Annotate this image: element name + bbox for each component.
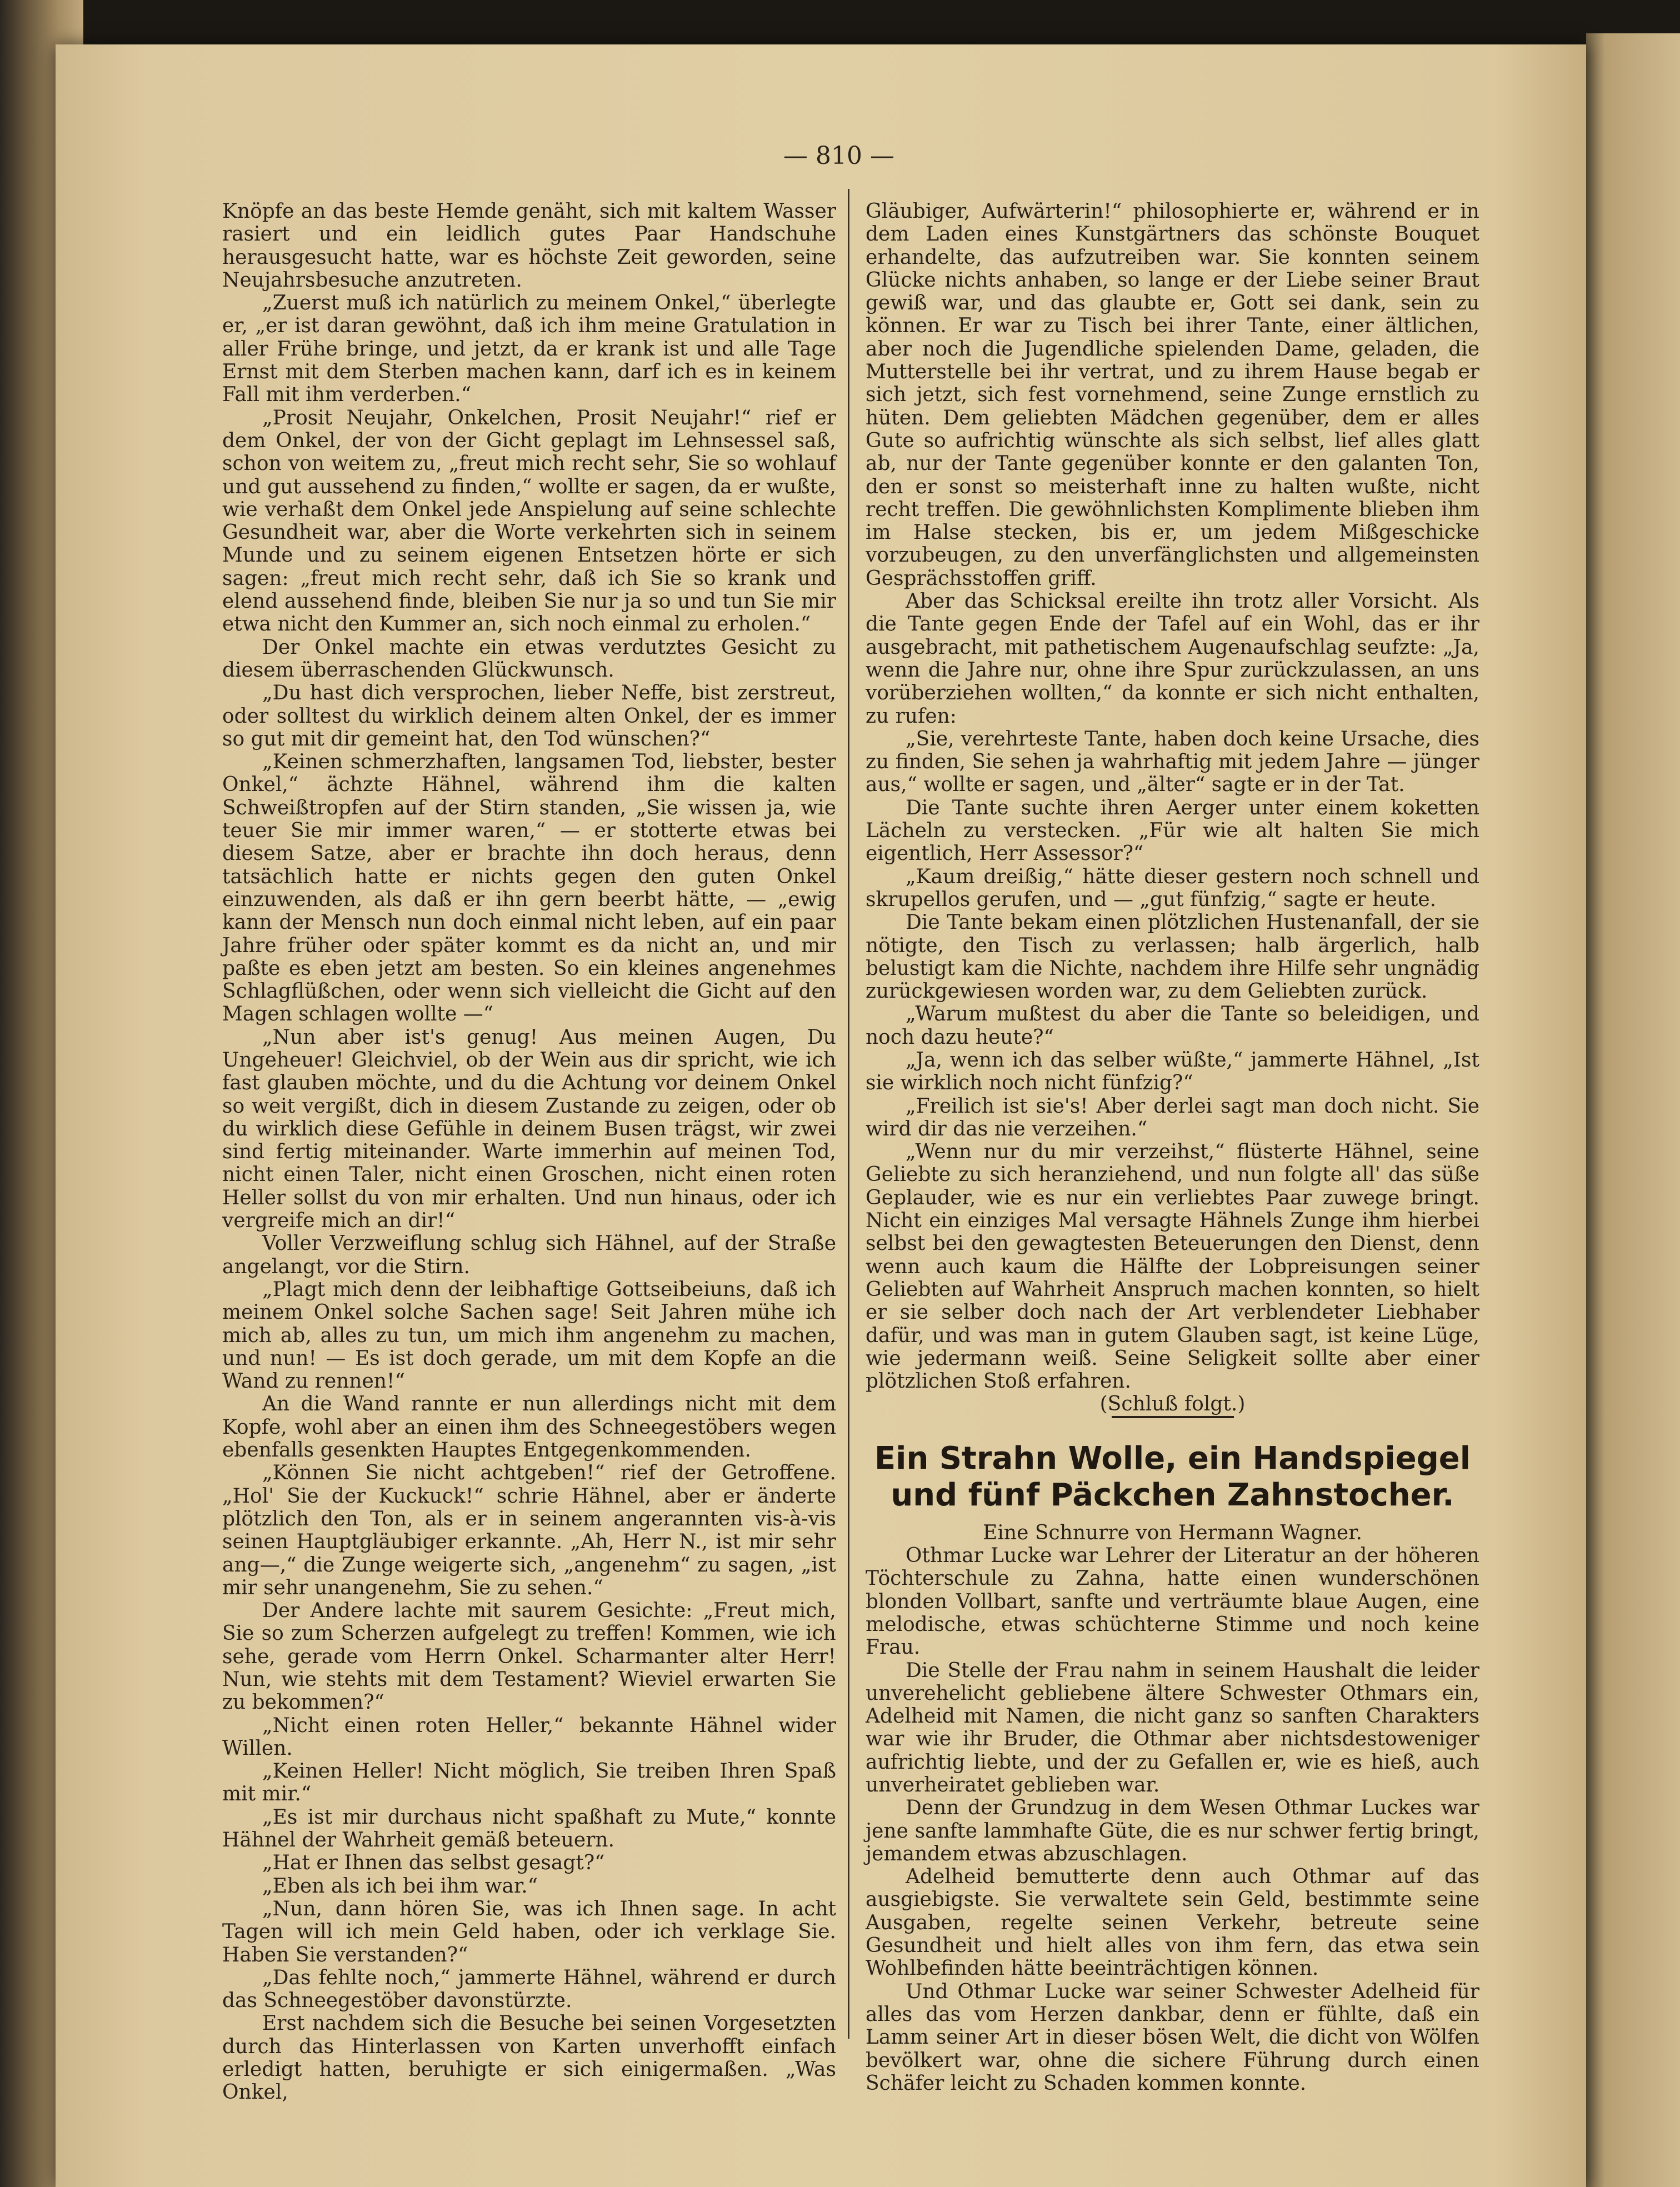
paragraph: Knöpfe an das beste Hemde genäht, sich mit kaltem Wasser rasiert und ein leidlich gutes Paar Handschuhe herausgesucht hatte, war es höchste Zeit geworden, seine Neujahrsbesuche anzutreten. xyxy=(222,200,836,292)
paragraph: Der Onkel machte ein etwas verdutztes Gesicht zu diesem überraschenden Glückwunsch. xyxy=(222,635,836,682)
paragraph: Die Tante bekam einen plötzlichen Hustenanfall, der sie nötigte, den Tisch zu verlassen; halb ärgerlich, halb belustigt kam die Nichte, nachdem ihre Hilfe sehr ungnädig zurückgewiesen worden war, zu dem Geliebten zurück. xyxy=(866,911,1479,1003)
story-separator xyxy=(1112,1416,1234,1418)
paragraph: Othmar Lucke war Lehrer der Literatur an der höheren Töchterschule zu Zahna, hatte einen wunderschönen blonden Vollbart, sanfte und verträumte blaue Augen, eine melodische, etwas schüchterne Stimme und noch keine Frau. xyxy=(866,1544,1479,1659)
paragraph: „Ja, wenn ich das selber wüßte,“ jammerte Hähnel, „Ist sie wirklich noch nicht fünfzig?“ xyxy=(866,1048,1479,1095)
paragraph: Der Andere lachte mit saurem Gesichte: „Freut mich, Sie so zum Scherzen aufgelegt zu treffen! Kommen, wie ich sehe, gerade vom Herrn Onkel. Scharmanter alter Herr! Nun, wie stehts mit dem Testament? Wieviel erwarten Sie zu bekommen?“ xyxy=(222,1599,836,1714)
paragraph: Gläubiger, Aufwärterin!“ philosophierte er, während er in dem Laden eines Kunstgärtners das schönste Bouquet erhandelte, das aufzutreiben war. Sie konnten seinem Glücke nichts anhaben, so lange er der Liebe seiner Braut gewiß war, und das glaubte er, Gott sei dank, sein zu können. Er war zu Tisch bei ihrer Tante, einer ältlichen, aber noch die Jugendliche spielenden Dame, geladen, die Mutterstelle bei ihr vertrat, und zu ihrem Hause begab er sich jetzt, sich fest vornehmend, seine Zunge ernstlich zu hüten. Dem geliebten Mädchen gegenüber, dem er alles Gute so aufrichtig wünschte als sich selbst, lief alles glatt ab, nur der Tante gegenüber konnte er den galanten Ton, den er sonst so meisterhaft inne zu halten wußte, nicht recht treffen. Die gewöhnlichsten Komplimente blieben ihm im Halse stecken, bis er, um jedem Mißgeschicke vorzubeugen, zu den unverfänglichsten und allgemeinsten Gesprächsstoffen griff. xyxy=(866,200,1479,590)
paragraph: „Zuerst muß ich natürlich zu meinem Onkel,“ überlegte er, „er ist daran gewöhnt, daß ich ihm meine Gratulation in aller Frühe bringe, und jetzt, da er krank ist und alle Tage Ernst mit dem Sterben machen kann, darf ich es in keinem Fall mit ihm verderben.“ xyxy=(222,292,836,407)
paragraph: Erst nachdem sich die Besuche bei seinen Vorgesetzten durch das Hinterlassen von Karten unverhofft einfach erledigt hatten, beruhigte er sich einigermaßen. „Was Onkel, xyxy=(222,2012,836,2104)
left-column xyxy=(222,200,836,2104)
paragraph: „Freilich ist sie's! Aber derlei sagt man doch nicht. Sie wird dir das nie verzeihen.“ xyxy=(866,1094,1479,1140)
column-divider xyxy=(848,189,849,2039)
paragraph: An die Wand rannte er nun allerdings nicht mit dem Kopfe, wohl aber an einen ihm des Schneegestöbers wegen ebenfalls gesenkten Hauptes Entgegenkommenden. xyxy=(222,1393,836,1462)
paragraph: „Keinen Heller! Nicht möglich, Sie treiben Ihren Spaß mit mir.“ xyxy=(222,1760,836,1806)
paragraph: „Das fehlte noch,“ jammerte Hähnel, während er durch das Schneegestöber davonstürzte. xyxy=(222,1966,836,2013)
right-column-new-story xyxy=(866,1544,1479,2095)
story-title: Ein Strahn Wolle, ein Handspiegel und fünf Päckchen Zahnstocher. xyxy=(874,1440,1471,1513)
paragraph: Die Stelle der Frau nahm in seinem Haushalt die leider unverehelicht gebliebene ältere Schwester Othmars ein, Adelheid mit Namen, die nicht ganz so sanften Charakters war wie ihr Bruder, die Othmar aber nichtsdestoweniger aufrichtig liebte, und der zu Gefallen er, wie es hieß, auch unverheiratet geblieben war. xyxy=(866,1659,1479,1796)
right-column-story-end xyxy=(866,200,1479,1393)
paragraph: „Kaum dreißig,“ hätte dieser gestern noch schnell und skrupellos gerufen, und — „gut fünfzig,“ sagte er heute. xyxy=(866,865,1479,911)
paragraph: Und Othmar Lucke war seiner Schwester Adelheid für alles das vom Herzen dankbar, denn er fühlte, daß ein Lamm seiner Art in dieser bösen Welt, die dicht von Wölfen bevölkert war, ohne die sichere Führung durch einen Schäfer leicht zu Schaden kommen konnte. xyxy=(866,1980,1479,2095)
paragraph: Denn der Grundzug in dem Wesen Othmar Luckes war jene sanfte lammhafte Güte, die es nur schwer fertig bringt, jemandem etwas abzuschlagen. xyxy=(866,1796,1479,1865)
story-byline: Eine Schnurre von Hermann Wagner. xyxy=(983,1521,1362,1544)
paragraph: Voller Verzweiflung schlug sich Hähnel, auf der Straße angelangt, vor die Stirn. xyxy=(222,1232,836,1278)
continuation-note: (Schluß folgt.) xyxy=(1099,1393,1246,1416)
paragraph: „Nun, dann hören Sie, was ich Ihnen sage. In acht Tagen will ich mein Geld haben, oder ich verklage Sie. Haben Sie verstanden?“ xyxy=(222,1897,836,1966)
paragraph: Aber das Schicksal ereilte ihn trotz aller Vorsicht. Als die Tante gegen Ende der Tafel auf ein Wohl, das er ihr ausgebracht, mit pathetischem Augenaufschlag seufzte: „Ja, wenn die Jahre nur, ohne ihre Spur zurückzulassen, an uns vorüberziehen wollten,“ da konnte er sich nicht enthalten, zu rufen: xyxy=(866,590,1479,728)
paragraph: „Es ist mir durchaus nicht spaßhaft zu Mute,“ konnte Hähnel der Wahrheit gemäß beteuern. xyxy=(222,1805,836,1852)
paragraph: „Wenn nur du mir verzeihst,“ flüsterte Hähnel, seine Geliebte zu sich heranziehend, und nun folgte all' das süße Geplauder, wie es nur ein verliebtes Paar zuwege bringt. Nicht ein einziges Mal versagte Hähnels Zunge ihm hierbei selbst bei den gewagtesten Beteuerungen den Dienst, denn wenn auch kaum die Hälfte der Lobpreisungen seiner Geliebten auf Wahrheit Anspruch machen konnten, so hielt er sie selber doch nach der Art verblendeter Liebhaber dafür, und was man in gutem Glauben sagt, ist keine Lüge, wie jedermann weiß. Seine Seligkeit sollte aber einer plötzlichen Stoß erfahren. xyxy=(866,1140,1479,1393)
paragraph: „Prosit Neujahr, Onkelchen, Prosit Neujahr!“ rief er dem Onkel, der von der Gicht geplagt im Lehnsessel saß, schon von weitem zu, „freut mich recht sehr, Sie so wohlauf und gut aussehend zu finden,“ wollte er sagen, da er wußte, wie verhaßt dem Onkel jede Anspielung auf seine schlechte Gesundheit war, aber die Worte verkehrten sich in seinem Munde und zu seinem eigenen Entsetzen hörte er sich sagen: „freut mich recht sehr, daß ich Sie so krank und elend aussehend finde, bleiben Sie nur ja so und tun Sie mir etwa nicht den Kummer an, sich noch einmal zu erholen.“ xyxy=(222,406,836,636)
paragraph: „Nicht einen roten Heller,“ bekannte Hähnel wider Willen. xyxy=(222,1714,836,1760)
paragraph: Adelheid bemutterte denn auch Othmar auf das ausgiebigste. Sie verwaltete sein Geld, bestimmte seine Ausgaben, regelte seinen Verkehr, betreute seine Gesundheit und hielt alles von ihm fern, das etwa sein Wohlbefinden hätte beeinträchtigen können. xyxy=(866,1865,1479,1980)
book-binding-right xyxy=(1586,33,1680,2187)
paragraph: „Nun aber ist's genug! Aus meinen Augen, Du Ungeheuer! Gleichviel, ob der Wein aus dir spricht, wie ich fast glauben möchte, und du die Achtung vor deinem Onkel so weit vergißt, dich in diesem Zustande zu zeigen, oder ob du wirklich diese Gefühle in deinem Busen trägst, wir zwei sind fertig miteinander. Warte immerhin auf meinen Tod, nicht einen Taler, nicht einen Groschen, nicht einen roten Heller sollst du von mir erhalten. Und nun hinaus, oder ich vergreife mich an dir!“ xyxy=(222,1025,836,1233)
paragraph: „Sie, verehrteste Tante, haben doch keine Ursache, dies zu finden, Sie sehen ja wahrhaftig mit jedem Jahre — jünger aus,“ wollte er sagen, und „älter“ sagte er in der Tat. xyxy=(866,727,1479,797)
paragraph: „Eben als ich bei ihm war.“ xyxy=(262,1874,538,1898)
page-number: — 810 — xyxy=(783,142,894,170)
paragraph: „Plagt mich denn der leibhaftige Gottseibeiuns, daß ich meinem Onkel solche Sachen sage! Seit Jahren mühe ich mich ab, alles zu tun, um mich ihm angenehm zu machen, und nun! — Es ist doch gerade, um mit dem Kopfe an die Wand zu rennen!“ xyxy=(222,1278,836,1393)
paragraph: „Können Sie nicht achtgeben!“ rief der Getroffene. „Hol' Sie der Kuckuck!“ schrie Hähnel, aber er änderte plötzlich den Ton, als er in seinem angerannten vis-à-vis seinen Hauptgläubiger erkannte. „Ah, Herr N., ist mir sehr ang—,“ die Zunge weigerte sich, „angenehm“ zu sagen, „ist mir sehr unangenehm, Sie zu sehen.“ xyxy=(222,1462,836,1599)
paragraph: „Warum mußtest du aber die Tante so beleidigen, und noch dazu heute?“ xyxy=(866,1003,1479,1049)
paragraph: „Hat er Ihnen das selbst gesagt?“ xyxy=(262,1851,605,1875)
right-column xyxy=(866,200,1479,2095)
paragraph: „Keinen schmerzhaften, langsamen Tod, liebster, bester Onkel,“ ächzte Hähnel, während ihm die kalten Schweißtropfen auf der Stirn standen, „Sie wissen ja, wie teuer Sie mir immer waren,“ — er stotterte etwas bei diesem Satze, aber er brachte ihn doch heraus, denn tatsächlich hatte er nichts gegen den guten Onkel einzuwenden, als daß er ihn gern beerbt hätte, — „ewig kann der Mensch nun doch einmal nicht leben, auf ein paar Jahre früher oder später kommt es da nicht an, und mir paßte es eben jetzt am besten. So ein kleines angenehmes Schlagflüßchen, oder wenn sich vielleicht die Gicht auf den Magen schlagen wollte —“ xyxy=(222,750,836,1026)
paragraph: Die Tante suchte ihren Aerger unter einem koketten Lächeln zu verstecken. „Für wie alt halten Sie mich eigentlich, Herr Assessor?“ xyxy=(866,796,1479,865)
paragraph: „Du hast dich versprochen, lieber Neffe, bist zerstreut, oder solltest du wirklich deinem alten Onkel, der es immer so gut mit dir gemeint hat, den Tod wünschen?“ xyxy=(222,682,836,750)
